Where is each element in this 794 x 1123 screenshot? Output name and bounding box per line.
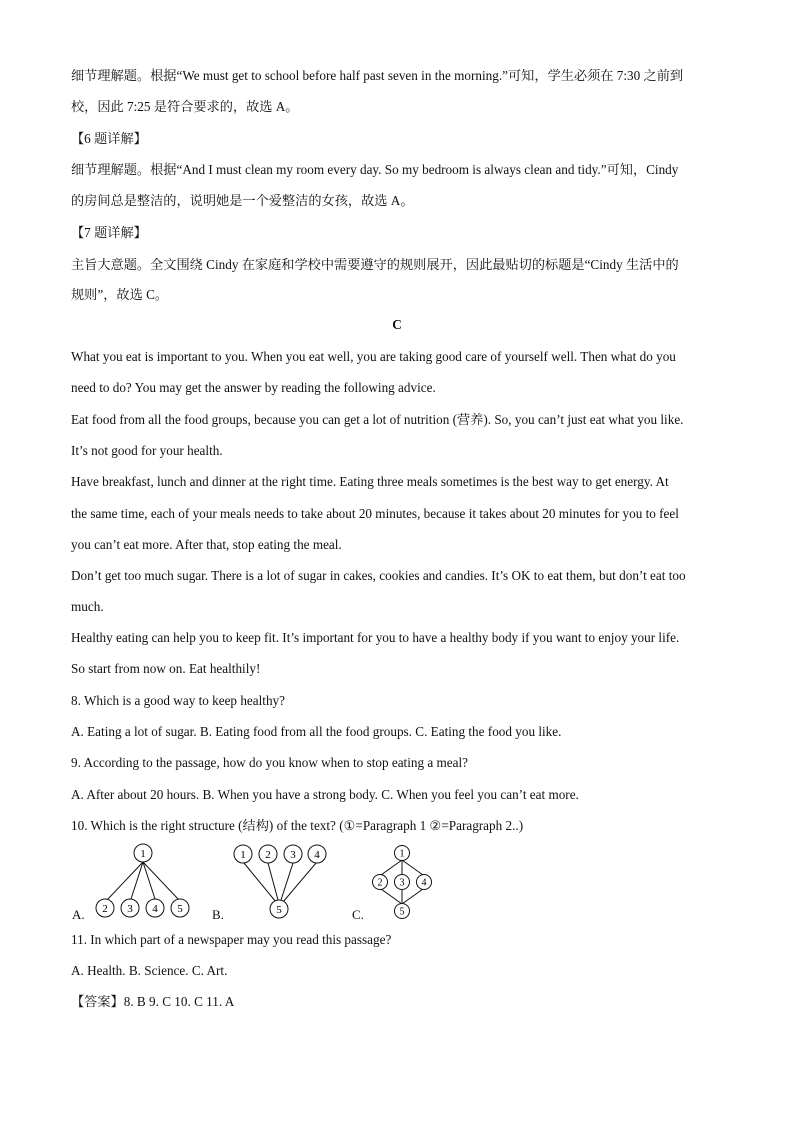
structure-diagram-b (228, 842, 338, 922)
node-2: 2 (377, 877, 383, 889)
node-4: 4 (421, 877, 427, 889)
passage-line: So start from now on. Eat healthily! (71, 661, 261, 676)
structure-diagram-c (366, 842, 438, 922)
question-11: 11. In which part of a newspaper may you read this passage? (71, 932, 392, 947)
line-6: 规则”，故选 C。 (71, 287, 169, 302)
line-1: 细节理解题。根据“We must get to school before half past seven in the morning.”可知，学生必须在 7:30 之前到 (71, 68, 684, 83)
heading-q7: 【7 题详解】 (71, 225, 147, 240)
structure-diagram-a (88, 842, 198, 922)
option-b-label: B. (212, 907, 224, 922)
passage-line: you can’t eat more. After that, stop eating the meal. (71, 537, 342, 552)
node-3: 3 (290, 849, 296, 861)
node-5: 5 (177, 903, 183, 915)
section-title: C (392, 317, 402, 332)
node-3: 3 (127, 903, 133, 915)
question-8-options: A. Eating a lot of sugar. B. Eating food from all the food groups. C. Eating the food you like. (71, 724, 562, 739)
node-1: 1 (399, 848, 405, 860)
question-8: 8. Which is a good way to keep healthy? (71, 693, 285, 708)
passage-line: the same time, each of your meals needs to take about 20 minutes, because it takes about 20 minutes for you to feel (71, 506, 679, 521)
node-2: 2 (102, 903, 108, 915)
question-9: 9. According to the passage, how do you know when to stop eating a meal? (71, 755, 469, 770)
node-2: 2 (265, 849, 271, 861)
passage-line: What you eat is important to you. When you eat well, you are taking good care of yourself well. Then what do you (71, 349, 676, 364)
option-a-label: A. (72, 907, 85, 922)
passage-line: Have breakfast, lunch and dinner at the right time. Eating three meals sometimes is the best way to get energy. At (71, 474, 669, 489)
node-3: 3 (399, 877, 405, 889)
option-c-label: C. (352, 907, 364, 922)
passage-line: Eat food from all the food groups, because you can get a lot of nutrition (营养). So, you can’t just eat what you like. (71, 412, 684, 427)
line-3: 细节理解题。根据“And I must clean my room every day. So my bedroom is always clean and tidy.”可知，Cindy (71, 162, 679, 177)
node-1: 1 (240, 849, 246, 861)
node-5: 5 (399, 906, 405, 918)
passage-line: Don’t get too much sugar. There is a lot of sugar in cakes, cookies and candies. It’s OK to eat them, but don’t eat too (71, 568, 686, 583)
node-5: 5 (276, 904, 282, 916)
passage-line: It’s not good for your health. (71, 443, 223, 458)
passage-line: need to do? You may get the answer by reading the following advice. (71, 380, 436, 395)
passage-line: much. (71, 599, 104, 614)
answer-key: 【答案】8. B 9. C 10. C 11. A (71, 994, 235, 1009)
passage-line: Healthy eating can help you to keep fit. It’s important for you to have a healthy body if you want to enjoy your life. (71, 630, 680, 645)
question-10: 10. Which is the right structure (结构) of the text? (①=Paragraph 1 ②=Paragraph 2..) (71, 818, 524, 833)
node-4: 4 (314, 849, 320, 861)
line-2: 校，因此 7:25 是符合要求的，故选 A。 (71, 99, 299, 114)
question-11-options: A. Health. B. Science. C. Art. (71, 963, 228, 978)
line-4: 的房间总是整洁的，说明她是一个爱整洁的女孩，故选 A。 (71, 193, 414, 208)
heading-q6: 【6 题详解】 (71, 131, 147, 146)
question-9-options: A. After about 20 hours. B. When you have a strong body. C. When you feel you can’t eat more. (71, 787, 579, 802)
node-4: 4 (152, 903, 158, 915)
line-5: 主旨大意题。全文围绕 Cindy 在家庭和学校中需要遵守的规则展开，因此最贴切的标题是“Cindy 生活中的 (71, 257, 679, 272)
node-1: 1 (140, 848, 146, 860)
